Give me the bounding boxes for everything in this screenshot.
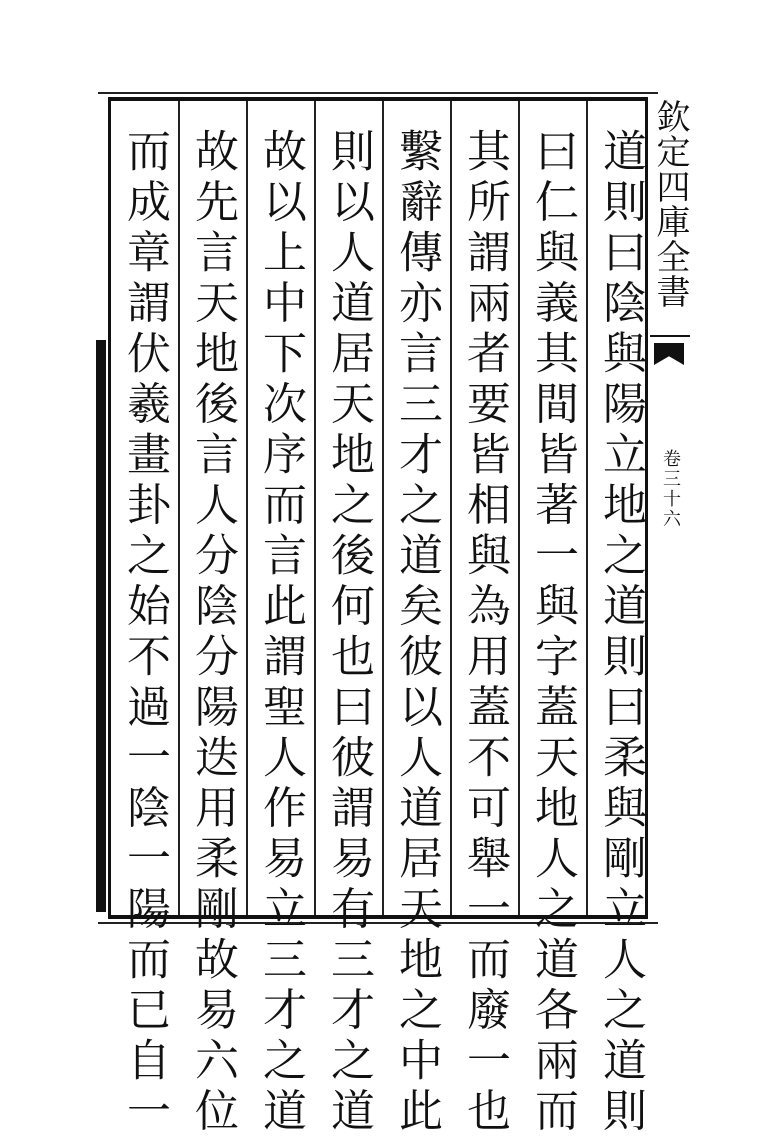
side-margin xyxy=(650,97,690,919)
column-rule xyxy=(382,101,384,915)
column-text: 曰仁與義其間皆著一與字蓋天地人之道各兩而 xyxy=(527,128,578,1138)
collection-title: 欽定四庫全書 xyxy=(650,99,690,309)
text-column-1 xyxy=(590,128,650,1138)
column-text: 繫辭傳亦言三才之道矣彼以人道居天地之中此 xyxy=(391,128,442,1138)
binding-spine-shadow xyxy=(96,340,106,912)
column-text: 故以上中下次序而言此謂聖人作易立三才之道 xyxy=(255,128,306,1138)
text-column-5 xyxy=(318,128,378,1138)
column-rule xyxy=(518,101,520,915)
text-column-3 xyxy=(454,128,514,1138)
text-column-6 xyxy=(250,128,310,1138)
column-rule xyxy=(246,101,248,915)
column-text: 故先言天地後言人分陰分陽迭用柔剛故易六位 xyxy=(187,128,238,1138)
column-rule xyxy=(586,101,588,915)
text-column-2 xyxy=(522,128,582,1138)
text-column-7 xyxy=(182,128,242,1138)
text-column-4 xyxy=(386,128,446,1138)
volume-label: 卷三十六 xyxy=(660,449,681,529)
column-rule xyxy=(450,101,452,915)
fish-tail-mark xyxy=(654,343,684,365)
column-text: 則以人道居天地之後何也曰彼謂易有三才之道 xyxy=(323,128,374,1138)
outer-top-border xyxy=(98,92,658,94)
column-rule xyxy=(314,101,316,915)
margin-divider xyxy=(650,335,690,337)
column-rule xyxy=(178,101,180,915)
column-text: 道則曰陰與陽立地之道則曰柔與剛立人之道則 xyxy=(595,128,646,1138)
column-text: 其所謂兩者要皆相與為用蓋不可舉一而廢一也 xyxy=(459,128,510,1138)
column-text: 而成章謂伏羲畫卦之始不過一陰一陽而已自一 xyxy=(119,128,170,1138)
text-column-8 xyxy=(114,128,174,1138)
